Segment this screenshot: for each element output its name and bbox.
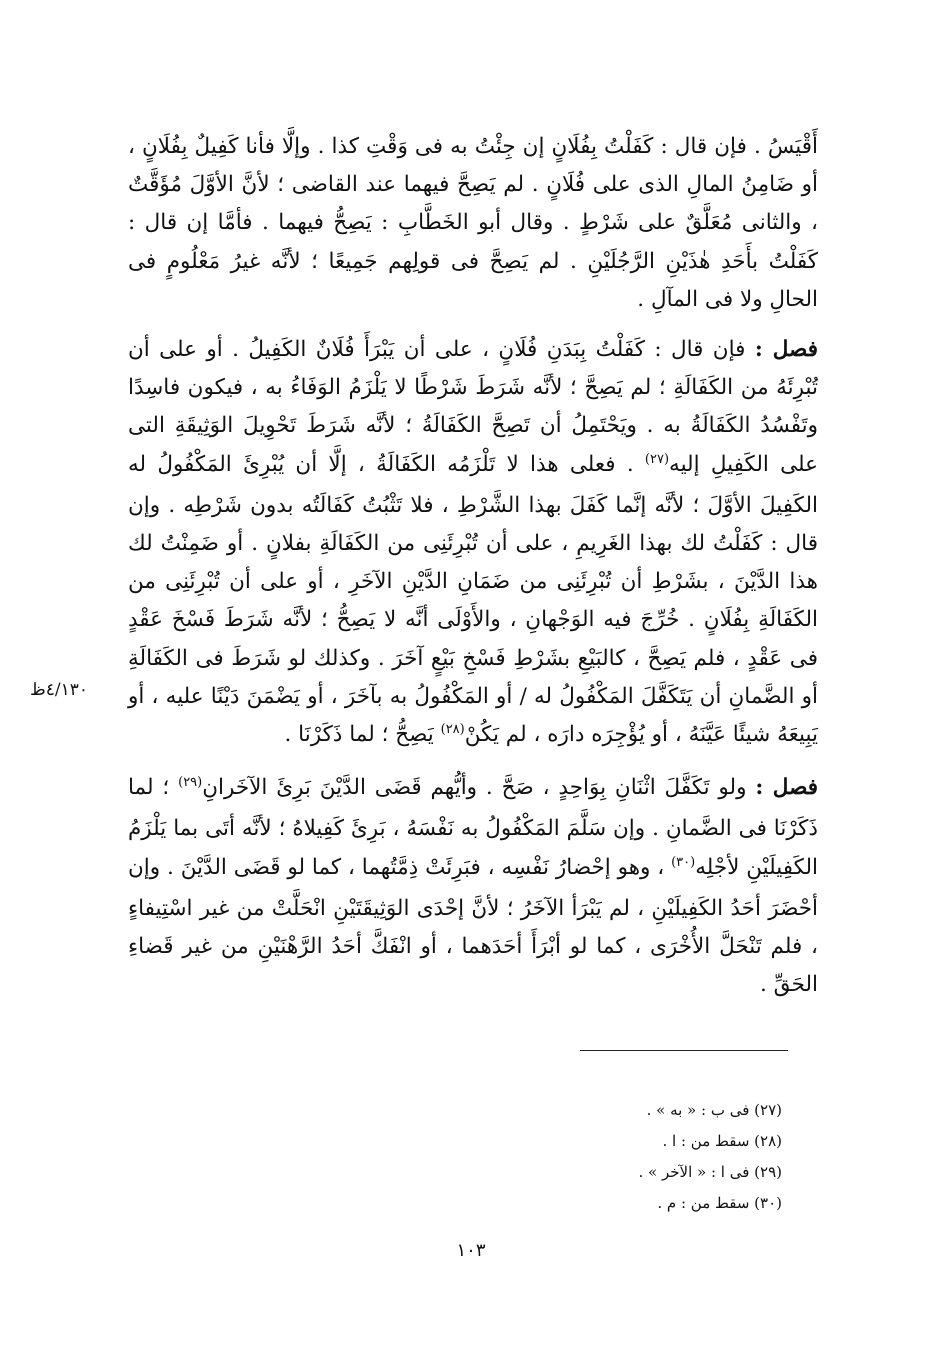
paragraph-3 [128,769,818,1004]
paragraph-2-text-a: فإن قال : كَفَلْتُ بِبَدَنِ فُلَانٍ ، على أن يَبْرَأَ فُلَانٌ الكَفِيلُ . أو على أن تُبْرِئَهُ من الكَفَالَةِ ؛ لم يَصِحَّ ؛ لأنَّه شَرَطَ شَرْطًا لا يَلْزَمُ الوَفَاءُ به ، فيكون فاسِدًا وتَفْسُدُ الكَفَالَةُ به . ويَحْتَمِلُ أن تَصِحَّ الكَفَالَةُ ؛ لأنَّه شَرَطَ تَحْوِيلَ الوَثِيقَةِ التى على الكَفِيلِ إليه [128,337,818,477]
footnote-29: (٢٩) فى ا : « الآخر » . [638,1163,782,1181]
footnote-28: (٢٨) سقط من : ا . [662,1132,782,1150]
section-label-fasl: فصل : [754,337,818,363]
paragraph-1 [128,128,818,319]
manuscript-folio-note: ٤/١٣٠ظ [30,680,88,700]
paragraph-3-text-a: ولو تَكَفَّلَ اثْنَانِ بِوَاحِدٍ ، صَحَّ . وأيُّهم قَضَى الدَّيْنَ بَرِئَ الآخَرانِ [202,775,747,801]
footnote-ref-29: (٢٩) [178,775,203,791]
footnote-30: (٣٠) سقط من : م . [657,1194,782,1212]
section-label-fasl: فصل : [755,775,819,801]
paragraph-2-text-c: يَصِحُّ ؛ لما ذَكَرْنَا . [284,722,434,748]
footnote-divider [580,1050,788,1051]
paragraph-3-text-c: ، وهو إحْضارُ نَفْسِه ، فبَرِئَتْ ذِمَّتُهما ، كما لو قَضَى الدَّيْنَ . وإن أحْضَرَ أحَدُ الكَفِيلَيْنِ ، لم يَبْرَأ الآخَرُ ؛ لأنَّ إحْدَى الوَثِيقَتَيْنِ انْحَلَّتْ من غير اسْتِيفاءٍ ، فلم تَنْحَلَّ الأُخْرَى ، كما لو أبْرَأَ أحَدَهما ، أو انْفَكَّ أحَدُ الرَّهْنَيْنِ من غير قَضاءِ الحَقِّ . [128,854,818,998]
footnotes [638,1095,782,1219]
footnote-27: (٢٧) فى ب : « به » . [646,1101,782,1119]
paragraph-2 [128,331,818,757]
footnote-ref-30: (٣٠) [671,854,696,870]
paragraph-2-text-b: . فعلى هذا لا تَلْزَمُه الكَفَالَةُ ، إلَّا أن يُبْرِئَ المَكْفُولُ له الكَفِيلَ الأوَّلَ ؛ لأنَّه إنَّما كَفَلَ بهذا الشَّرْطِ ، فلا تَثْبُتُ كَفَالَتُه بدون شَرْطِه . وإن قال : كَفَلْتُ لك بهذا الغَرِيمِ ، على أن تُبْرِئَنِى من الكَفَالَةِ بفلانٍ . أو ضَمِنْتُ لك هذا الدَّيْنَ ، بشَرْطِ أن تُبْرِئَنِى من ضَمَانِ الدَّيْنِ الآخَرِ ، أو على أن تُبْرِئَنِى من الكَفَالَةِ بِفُلَانٍ . خُرِّجَ فيه الوَجْهانِ ، والأَوْلَى أنَّه لا يَصِحُّ ؛ لأنَّه شَرَطَ فَسْخَ عَقْدٍ فى عَقْدٍ ، فلم يَصِحَّ ، كالبَيْعِ بشَرْطِ فَسْخِ بَيْعٍ آخَرَ . وكذلك لو شَرَطَ فى الكَفَالَةِ أو الضَّمانِ أن يَتَكَفَّلَ المَكْفُولُ له / أو المَكْفُولُ به بآخَرَ ، أو يَضْمَنَ دَيْنًا عليه ، أو يَبِيعَهُ شيئًا عَيَّنَهُ ، أو يُؤْجِرَه دارَه ، لم يَكُنْ [128,451,818,748]
footnote-ref-27: (٢٧) [644,451,670,467]
paragraph-1-text: أَقْيَسُ . فإن قال : كَفَلْتُ بِفُلَانٍ إن جِئْتُ به فى وَقْتِ كذا . وإلَّا فأنا كَفِيلٌ بِفُلَانٍ ، أو ضَامِنُ المالِ الذى على فُلَانٍ . لم يَصِحَّ فيهما عند القاضى ؛ لأنَّ الأوَّلَ مُؤَقَّتٌ ، والثانى مُعَلَّقٌ على شَرْطٍ . وقال أبو الخَطَّابِ : يَصِحُّ فيهما . فأمَّا إن قال : كَفَلْتُ بأَحَدِ هٰذَيْنِ الرَّجُلَيْنِ . لم يَصِحَّ فى قولِهم جَمِيعًا ؛ لأنَّه غيرُ مَعْلُومٍ فى الحالِ ولا فى المآلِ . [128,134,818,312]
paragraph-3-text-b: ؛ لما ذَكَرْنَا فى الضَّمانِ . وإن سَلَّمَ المَكْفُولُ به نَفْسَهُ ، بَرِئَ كَفِيلاهُ ؛ لأنَّه أتَى بما يَلْزَمُ الكَفِيلَيْنِ لأجْلِه [128,775,818,880]
footnote-ref-28: (٢٨) [440,722,465,738]
page-number: ١٠٣ [456,1240,486,1261]
main-text [128,128,818,1004]
